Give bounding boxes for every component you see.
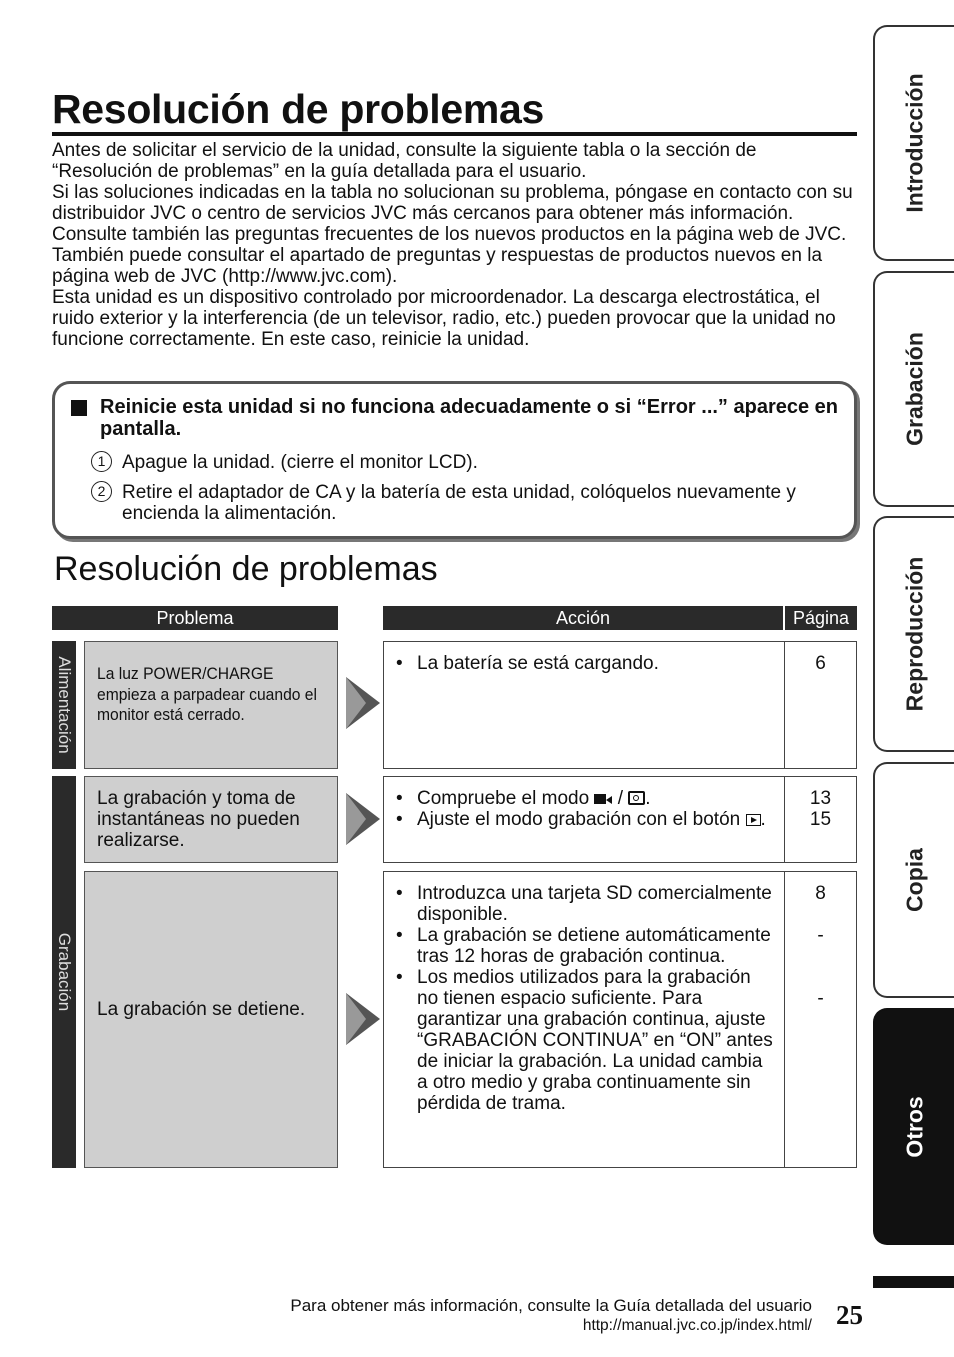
problem-cell	[84, 641, 338, 769]
problem-cell: La grabación y toma de instantáneas no pueden realizarse.	[84, 776, 338, 863]
section-subtitle: Resolución de problemas	[54, 550, 438, 588]
page-ref: -	[817, 988, 824, 1009]
page-cell	[785, 872, 856, 1167]
footer	[290, 1296, 812, 1336]
category-power	[52, 641, 76, 769]
video-camera-icon	[594, 791, 612, 805]
header-page: Página	[785, 606, 857, 630]
action-cell	[384, 872, 785, 1167]
action-text: .	[645, 788, 651, 809]
tab-label: Grabación	[901, 332, 927, 446]
footer-url[interactable]: http://manual.jvc.co.jp/index.html/	[582, 1317, 812, 1334]
title-rule	[52, 132, 857, 136]
step-text: Retire el adaptador de CA y la batería de esta unidad, colóquelos nuevamente y encienda la alimentación.	[122, 482, 796, 524]
action-cell	[384, 777, 785, 862]
action-item	[396, 788, 774, 809]
category-recording	[52, 776, 76, 1168]
page-cell	[785, 777, 856, 862]
intro-text	[52, 140, 862, 350]
page-ref: 13	[809, 788, 832, 809]
action-separator: /	[617, 788, 623, 809]
arrow-right-icon	[346, 677, 380, 729]
action-text: Compruebe el modo	[417, 788, 590, 809]
arrow-right-icon	[346, 993, 380, 1045]
problem-text: La luz POWER/CHARGE empieza a parpadear cuando el monitor está cerrado.	[97, 664, 317, 724]
tab-label: Reproducción	[901, 556, 927, 712]
category-label: Alimentación	[55, 656, 74, 754]
tab-otros-active[interactable]	[873, 1008, 954, 1245]
action-text: .	[760, 809, 766, 830]
reset-heading-text: Reinicie esta unidad si no funciona adecuadamente o si “Error ...” aparece en pantalla.	[100, 396, 838, 440]
tab-copia[interactable]	[873, 762, 954, 998]
step-number: 2	[91, 481, 112, 502]
reset-step	[91, 482, 862, 524]
action-text: Ajuste el modo grabación con el botón	[417, 809, 741, 830]
tab-reproduccion[interactable]	[873, 516, 954, 752]
header-problem: Problema	[52, 606, 338, 630]
header-action: Acción	[383, 606, 783, 630]
action-item	[396, 809, 774, 830]
play-button-icon	[746, 814, 761, 826]
intro-paragraph: Esta unidad es un dispositivo controlado por microordenador. La descarga electrostática, el ruido exterior y la interferencia (de un televisor, radio, etc.) pueden provocar que la unidad no funcione correctamente. En este caso, reinicie la unidad.	[52, 287, 836, 350]
tab-bottom-bar	[873, 1276, 954, 1288]
footer-text: Para obtener más información, consulte la Guía detallada del usuario	[290, 1296, 812, 1315]
tab-label: Otros	[901, 1095, 927, 1158]
still-camera-icon	[628, 791, 645, 805]
intro-paragraph: También puede consultar el apartado de preguntas y respuestas de productos nuevos en la página web de JVC (http://www.jvc.com).	[52, 245, 823, 287]
step-text: Apague la unidad. (cierre el monitor LCD).	[122, 452, 478, 473]
action-row	[383, 641, 857, 769]
action-row	[383, 776, 857, 863]
tab-label: Introducción	[901, 73, 927, 213]
reset-heading	[71, 396, 870, 440]
step-number: 1	[91, 451, 112, 472]
page-cell: 6	[815, 653, 826, 674]
action-item: • La batería se está cargando.	[396, 653, 774, 674]
arrow-right-icon	[346, 793, 380, 845]
tab-label: Copia	[901, 848, 927, 912]
action-item: • Los medios utilizados para la grabación no tienen espacio suficiente. Para garantizar una grabación continua, ajuste “GRABACIÓN CONTINUA” en “ON” antes de iniciar la grabación. La unidad cambia a otro medio y graba continuamente sin pérdida de trama.	[396, 967, 774, 1114]
page-title: Resolución de problemas	[52, 86, 545, 132]
action-cell	[384, 642, 785, 768]
action-item: • La grabación se detiene automáticamente tras 12 horas de grabación continua.	[396, 925, 774, 967]
problem-cell: La grabación se detiene.	[84, 871, 338, 1168]
tab-introduccion[interactable]	[873, 25, 954, 261]
intro-paragraph: Antes de solicitar el servicio de la unidad, consulte la siguiente tabla o la sección de “Resolución de problemas” en la guía detallada para el usuario.	[52, 140, 757, 182]
reset-instructions-box	[52, 381, 857, 539]
action-item: • Introduzca una tarjeta SD comercialmente disponible.	[396, 883, 774, 925]
page-ref: -	[817, 925, 824, 946]
square-bullet-icon	[71, 400, 87, 416]
tab-grabacion[interactable]	[873, 271, 954, 507]
page-number: 25	[836, 1300, 863, 1330]
reset-step	[91, 452, 862, 473]
action-row	[383, 871, 857, 1168]
category-label: Grabación	[55, 932, 74, 1012]
intro-paragraph: Si las soluciones indicadas en la tabla no solucionan su problema, póngase en contacto con su distribuidor JVC o centro de servicios JVC más cercanos para obtener más información. Consulte también las preguntas frecuentes de los nuevos productos en la página web de JVC.	[52, 182, 853, 245]
page-ref: 15	[809, 809, 832, 830]
page-ref: 8	[815, 883, 826, 904]
